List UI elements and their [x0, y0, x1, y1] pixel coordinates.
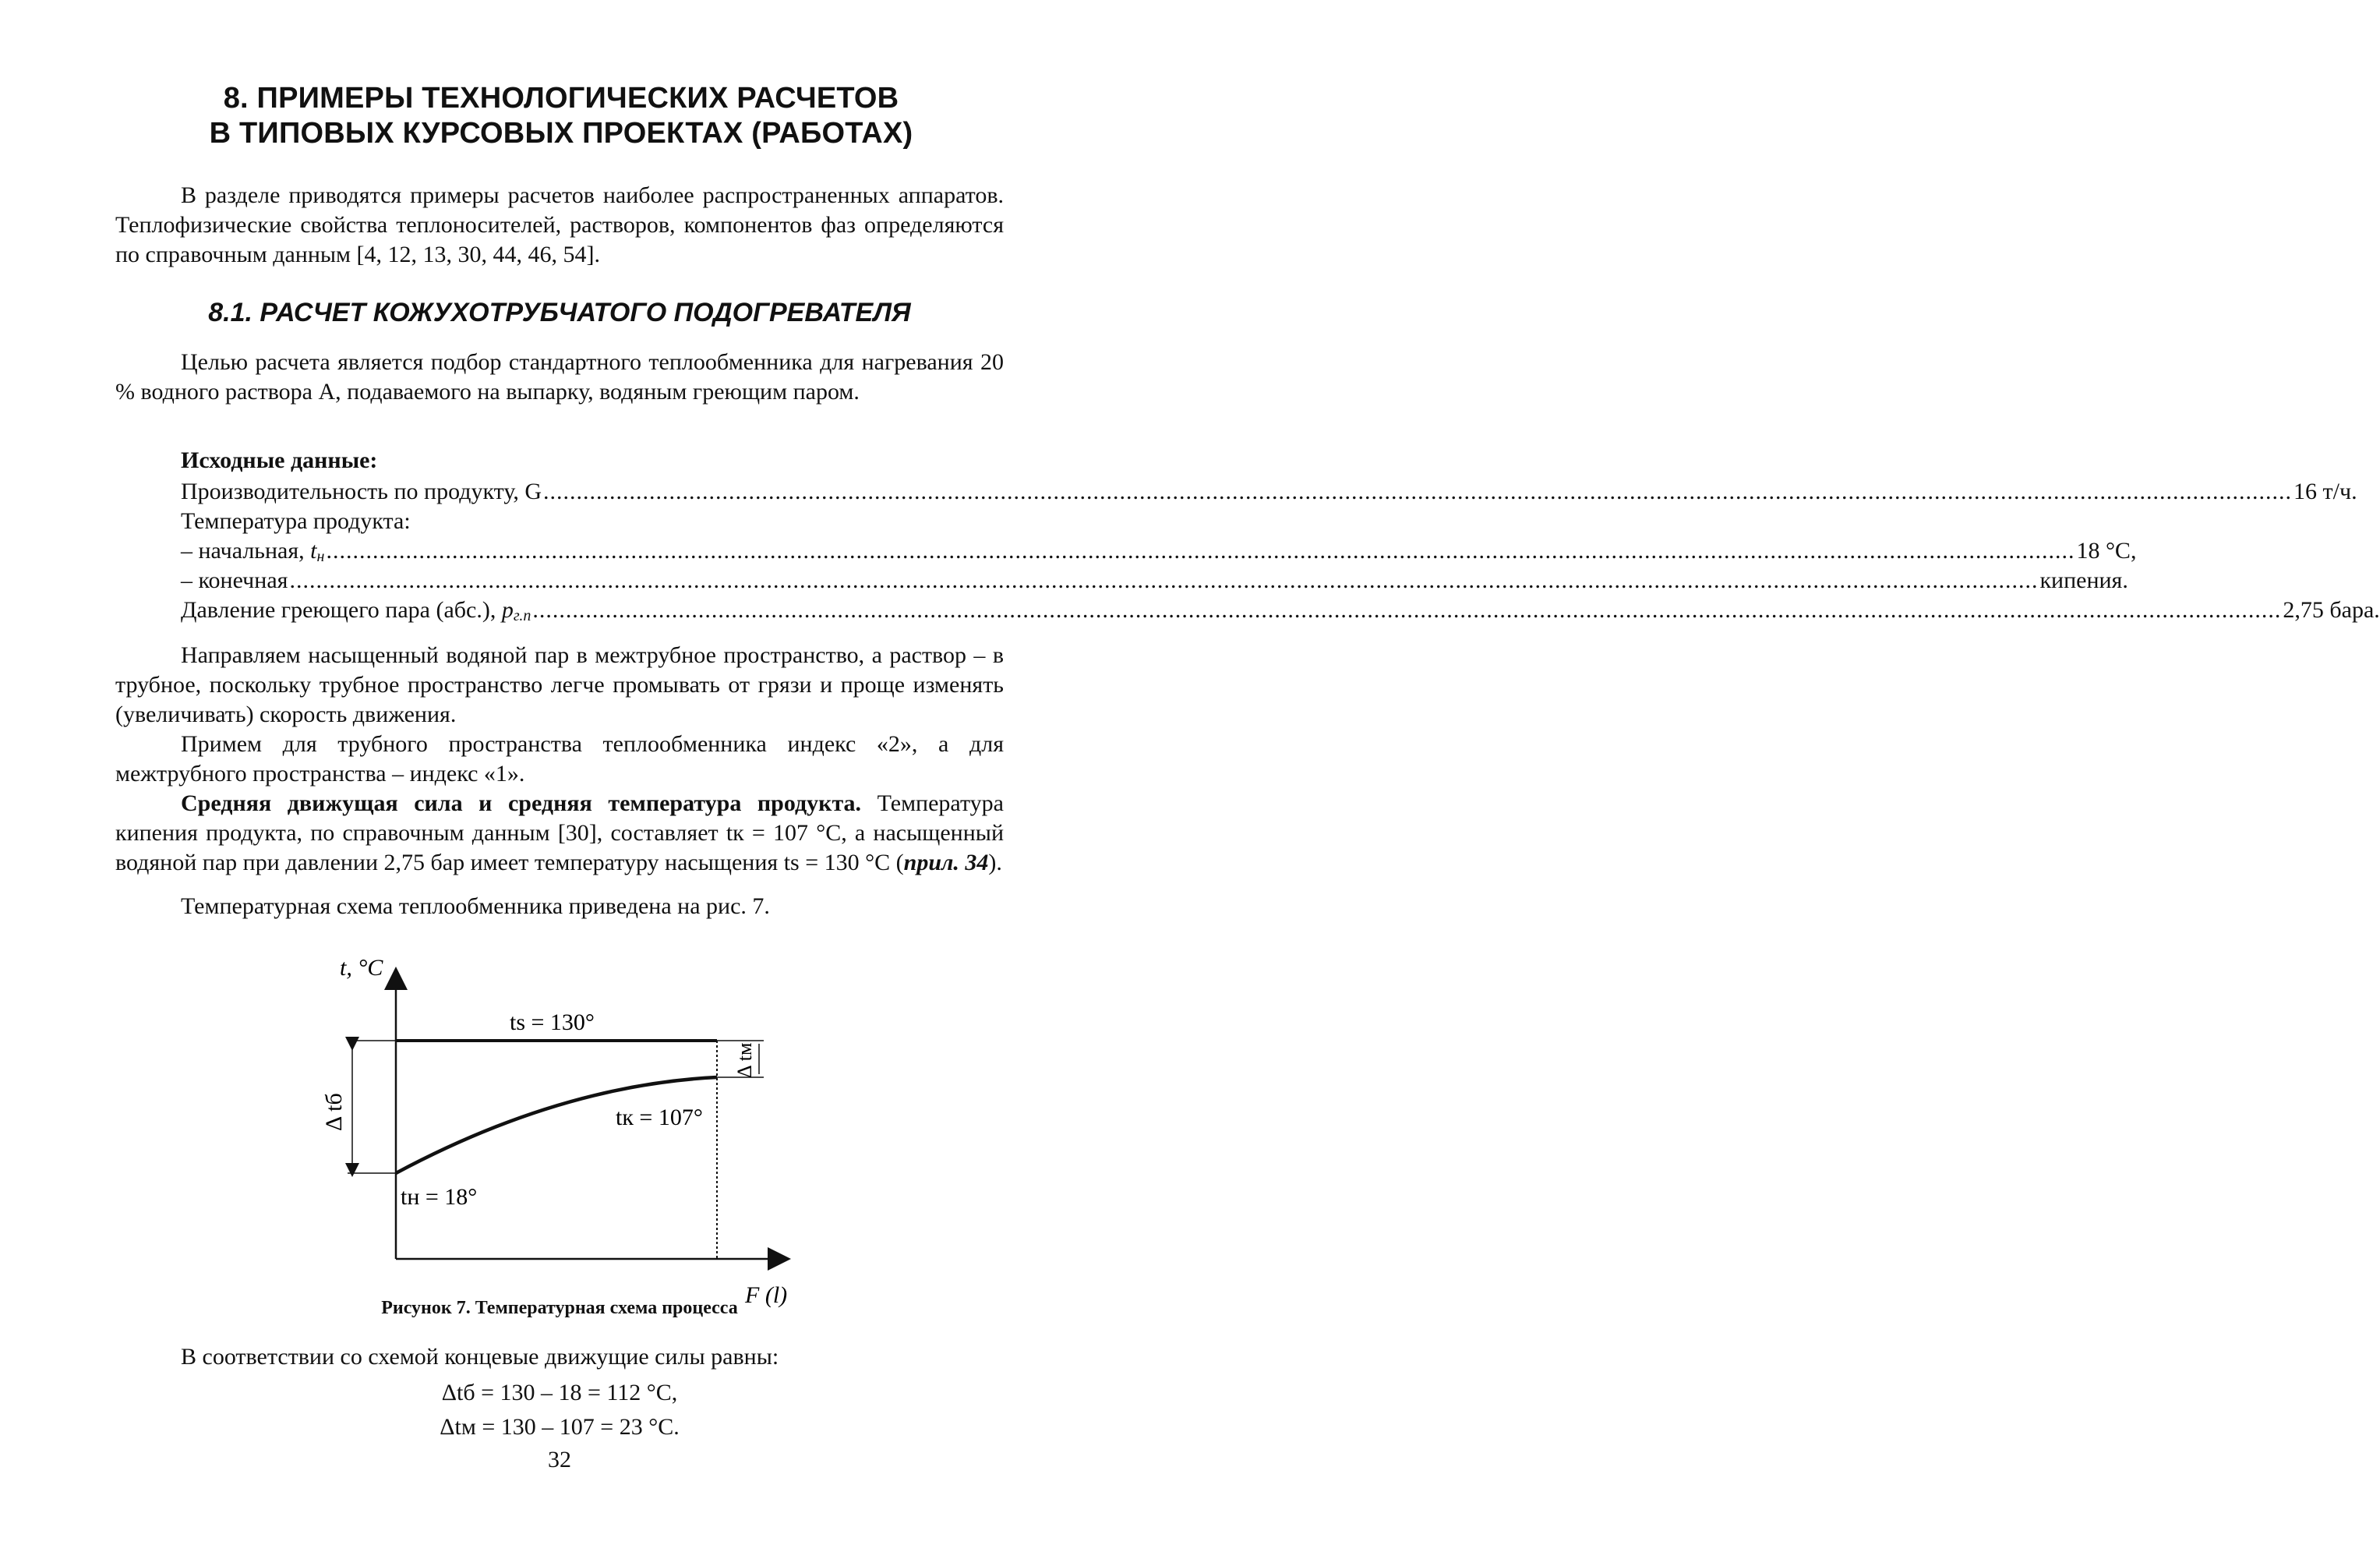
final-temp-row	[181, 566, 2128, 596]
leader-dots	[532, 596, 2281, 625]
dtm-label: Δ tм	[733, 1042, 756, 1078]
pressure-row	[181, 596, 2380, 631]
leader-dots	[326, 536, 2075, 566]
goal-text: Целью расчета является подбор стандартного теплообменника для нагревания 20 % водного раствора А, подаваемого на выпарку, водяным греющим паром.	[115, 349, 1004, 405]
leader-dots	[289, 566, 2038, 596]
figure-caption: Рисунок 7. Температурная схема процесса	[381, 1298, 738, 1318]
intro-paragraph	[115, 181, 1004, 270]
chapter-title-line2: В ТИПОВЫХ КУРСОВЫХ ПРОЕКТАХ (РАБОТАХ)	[209, 117, 913, 150]
formula-dtm: Δtм = 130 – 107 = 23 °С.	[440, 1414, 680, 1440]
scheme-ref-paragraph: Температурная схема теплообменника приведена на рис. 7.	[181, 893, 770, 919]
appendix-ref: прил. 34	[903, 850, 989, 875]
temp-heading: Температура продукта:	[181, 508, 411, 534]
x-axis-label: F (l)	[745, 1282, 788, 1308]
leader-dots	[543, 477, 2292, 507]
y-axis-label: t, °C	[340, 955, 383, 981]
input-heading: Исходные данные:	[181, 447, 378, 473]
productivity-value: 16 т/ч.	[2293, 479, 2357, 504]
conclusion-paragraph: В соответствии со схемой концевые движущие силы равны:	[181, 1344, 779, 1370]
tn-label: tн = 18°	[401, 1184, 478, 1210]
dtb-label: Δ tб	[321, 1093, 347, 1131]
driving-force-heading: Средняя движущая сила и средняя температура продукта.	[181, 790, 862, 816]
page-number: 32	[548, 1447, 571, 1472]
pressure-label: Давление греющего пара (абс.), $p_{г.п}$	[181, 597, 531, 624]
direction-paragraph: Направляем насыщенный водяной пар в межтрубное пространство, а раствор – в трубное, поскольку трубное пространство легче промывать от грязи и проще изменять (увеличивать) скорость движения.	[115, 642, 1004, 727]
chapter-title-line1: 8. ПРИМЕРЫ ТЕХНОЛОГИЧЕСКИХ РАСЧЕТОВ	[223, 82, 899, 115]
ts-label: ts = 130°	[510, 1009, 595, 1035]
section-title: 8.1. РАСЧЕТ КОЖУХОТРУБЧАТОГО ПОДОГРЕВАТЕЛЯ	[208, 298, 911, 327]
initial-temp-value: 18 °С,	[2076, 538, 2137, 564]
formula-dtb: Δtб = 130 – 18 = 112 °С,	[441, 1380, 678, 1405]
driving-force-paragraph: Средняя движущая сила и средняя температура продукта. Температура кипения продукта, по справочным данным [30], составляет tк = 107 °С, а насыщенный водяной пар при давлении 2,75 бар имеет температуру насыщения ts = 130 °С (прил. 34).	[115, 790, 1004, 875]
final-temp-label: – конечная	[181, 567, 288, 593]
goal-paragraph	[115, 348, 1004, 407]
pressure-value: 2,75 бара.	[2283, 597, 2380, 623]
productivity-row	[181, 477, 2357, 507]
productivity-label: Производительность по продукту, G	[181, 479, 542, 504]
index-paragraph: Примем для трубного пространства теплообменника индекс «2», а для межтрубного пространства – индекс «1».	[115, 731, 1004, 787]
final-temp-value: кипения.	[2039, 567, 2128, 593]
intro-text: В разделе приводятся примеры расчетов наиболее распространенных аппаратов. Теплофизические свойства теплоносителей, растворов, компонентов фаз определяются по справочным данным [4, 12, 13, 30, 44, 46, 54].	[115, 182, 1004, 267]
tk-label: tк = 107°	[616, 1105, 703, 1130]
initial-temp-label: – начальная, $t_н$	[181, 538, 325, 565]
